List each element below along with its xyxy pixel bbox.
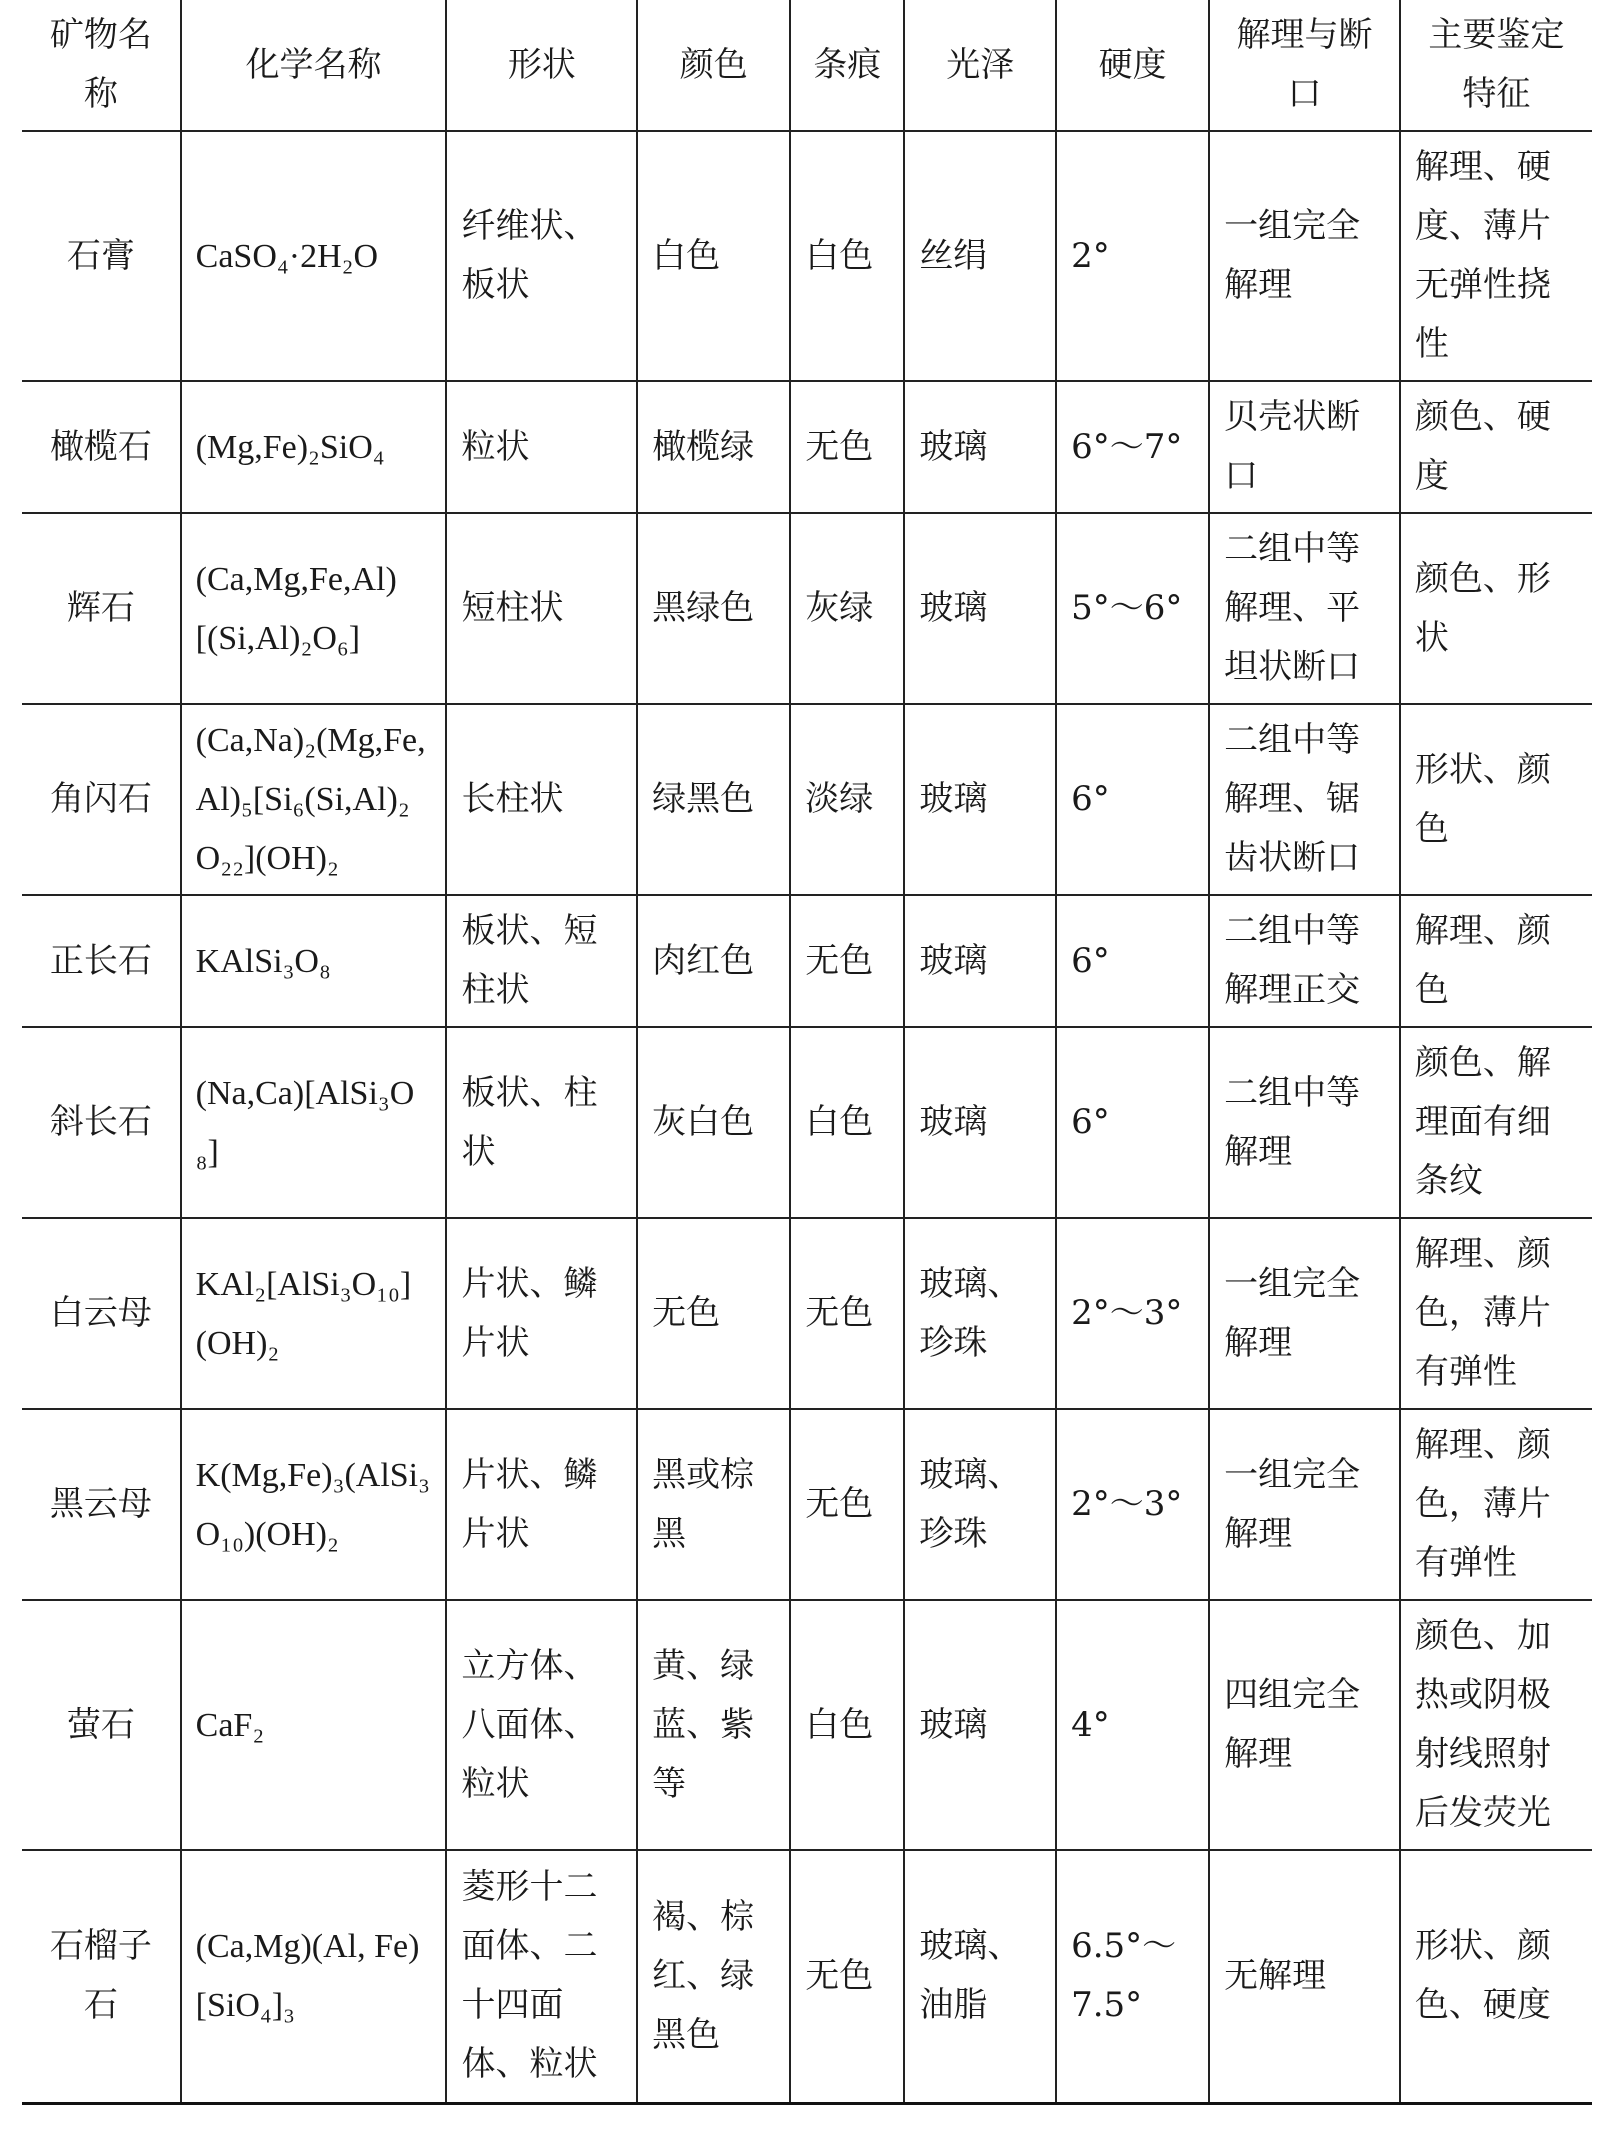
cell-hardness: 6.5°～7.5° [1056,1850,1209,2103]
cell-chemical-formula: (Na,Ca)[AlSi₃O₈] [181,1027,447,1218]
cell-mineral-name: 橄榄石 [22,381,181,513]
table-row [22,1218,1592,1409]
header-identification-features: 主要鉴定特征 [1400,0,1592,131]
cell-cleavage: 贝壳状断口 [1209,381,1400,513]
cell-streak: 无色 [790,1409,904,1600]
cell-shape: 短柱状 [446,513,637,704]
cell-streak: 白色 [790,1600,904,1850]
header-shape: 形状 [446,0,637,131]
cell-cleavage: 一组完全解理 [1209,131,1400,381]
cell-mineral-name: 正长石 [22,895,181,1027]
cell-hardness: 4° [1056,1600,1209,1850]
cell-mineral-name: 白云母 [22,1218,181,1409]
cell-shape: 菱形十二面体、二十四面体、粒状 [446,1850,637,2103]
cell-hardness: 5°～6° [1056,513,1209,704]
header-streak: 条痕 [790,0,904,131]
cell-luster: 玻璃、珍珠 [904,1409,1056,1600]
cell-cleavage: 二组中等解理、平坦状断口 [1209,513,1400,704]
cell-mineral-name: 黑云母 [22,1409,181,1600]
header-row [22,0,1592,131]
cell-features: 解理、硬度、薄片无弹性挠性 [1400,131,1592,381]
cell-streak: 无色 [790,895,904,1027]
cell-shape: 板状、柱状 [446,1027,637,1218]
cell-shape: 粒状 [446,381,637,513]
cell-features: 颜色、形状 [1400,513,1592,704]
table-row [22,131,1592,381]
cell-luster: 玻璃 [904,381,1056,513]
cell-shape: 片状、鳞片状 [446,1218,637,1409]
cell-mineral-name: 角闪石 [22,704,181,895]
cell-streak: 白色 [790,1027,904,1218]
mineral-table-container [22,0,1592,2105]
cell-cleavage: 四组完全解理 [1209,1600,1400,1850]
cell-color: 灰白色 [637,1027,790,1218]
cell-color: 无色 [637,1218,790,1409]
cell-luster: 玻璃、油脂 [904,1850,1056,2103]
mineral-identification-table [22,0,1592,2105]
cell-hardness: 6° [1056,704,1209,895]
cell-luster: 丝绢 [904,131,1056,381]
cell-chemical-formula: (Ca,Mg,Fe,Al)[(Si,Al)₂O₆] [181,513,447,704]
cell-hardness: 2° [1056,131,1209,381]
cell-chemical-formula: (Ca,Na)₂(Mg,Fe,Al)₅[Si₆(Si,Al)₂O₂₂](OH)₂ [181,704,447,895]
cell-color: 黑或棕黑 [637,1409,790,1600]
table-row [22,513,1592,704]
cell-hardness: 2°～3° [1056,1218,1209,1409]
cell-mineral-name: 辉石 [22,513,181,704]
cell-features: 颜色、解理面有细条纹 [1400,1027,1592,1218]
cell-hardness: 6°～7° [1056,381,1209,513]
cell-chemical-formula: (Ca,Mg)(Al, Fe)[SiO₄]₃ [181,1850,447,2103]
cell-chemical-formula: KAl₂[AlSi₃O₁₀](OH)₂ [181,1218,447,1409]
cell-streak: 白色 [790,131,904,381]
cell-mineral-name: 斜长石 [22,1027,181,1218]
cell-shape: 板状、短柱状 [446,895,637,1027]
header-luster: 光泽 [904,0,1056,131]
cell-features: 解理、颜色 [1400,895,1592,1027]
cell-streak: 无色 [790,381,904,513]
cell-color: 黄、绿蓝、紫等 [637,1600,790,1850]
cell-color: 褐、棕红、绿黑色 [637,1850,790,2103]
cell-streak: 灰绿 [790,513,904,704]
cell-features: 解理、颜色，薄片有弹性 [1400,1409,1592,1600]
cell-chemical-formula: KAlSi₃O₈ [181,895,447,1027]
cell-cleavage: 二组中等解理 [1209,1027,1400,1218]
cell-luster: 玻璃 [904,704,1056,895]
cell-features: 解理、颜色，薄片有弹性 [1400,1218,1592,1409]
header-cleavage-fracture: 解理与断口 [1209,0,1400,131]
cell-cleavage: 二组中等解理正交 [1209,895,1400,1027]
cell-shape: 立方体、八面体、粒状 [446,1600,637,1850]
table-row [22,1600,1592,1850]
cell-mineral-name: 萤石 [22,1600,181,1850]
table-row [22,895,1592,1027]
header-mineral-name: 矿物名称 [22,0,181,131]
header-chemical-name: 化学名称 [181,0,447,131]
header-color: 颜色 [637,0,790,131]
table-row [22,704,1592,895]
cell-color: 肉红色 [637,895,790,1027]
cell-streak: 无色 [790,1218,904,1409]
table-row [22,1409,1592,1600]
cell-hardness: 6° [1056,895,1209,1027]
cell-features: 颜色、硬度 [1400,381,1592,513]
cell-mineral-name: 石榴子石 [22,1850,181,2103]
cell-luster: 玻璃 [904,1027,1056,1218]
cell-luster: 玻璃 [904,1600,1056,1850]
cell-features: 形状、颜色、硬度 [1400,1850,1592,2103]
cell-color: 黑绿色 [637,513,790,704]
cell-cleavage: 无解理 [1209,1850,1400,2103]
cell-luster: 玻璃 [904,895,1056,1027]
table-row [22,1027,1592,1218]
cell-color: 橄榄绿 [637,381,790,513]
cell-chemical-formula: CaF₂ [181,1600,447,1850]
header-hardness: 硬度 [1056,0,1209,131]
cell-luster: 玻璃、珍珠 [904,1218,1056,1409]
table-row [22,381,1592,513]
cell-cleavage: 二组中等解理、锯齿状断口 [1209,704,1400,895]
cell-color: 白色 [637,131,790,381]
cell-luster: 玻璃 [904,513,1056,704]
cell-streak: 无色 [790,1850,904,2103]
cell-cleavage: 一组完全解理 [1209,1409,1400,1600]
cell-chemical-formula: (Mg,Fe)₂SiO₄ [181,381,447,513]
cell-chemical-formula: K(Mg,Fe)₃(AlSi₃O₁₀)(OH)₂ [181,1409,447,1600]
cell-streak: 淡绿 [790,704,904,895]
cell-features: 颜色、加热或阴极射线照射后发荧光 [1400,1600,1592,1850]
cell-hardness: 6° [1056,1027,1209,1218]
cell-cleavage: 一组完全解理 [1209,1218,1400,1409]
cell-features: 形状、颜色 [1400,704,1592,895]
cell-mineral-name: 石膏 [22,131,181,381]
cell-chemical-formula: CaSO₄·2H₂O [181,131,447,381]
cell-shape: 长柱状 [446,704,637,895]
cell-hardness: 2°～3° [1056,1409,1209,1600]
table-row [22,1850,1592,2103]
cell-shape: 片状、鳞片状 [446,1409,637,1600]
cell-color: 绿黑色 [637,704,790,895]
cell-shape: 纤维状、板状 [446,131,637,381]
